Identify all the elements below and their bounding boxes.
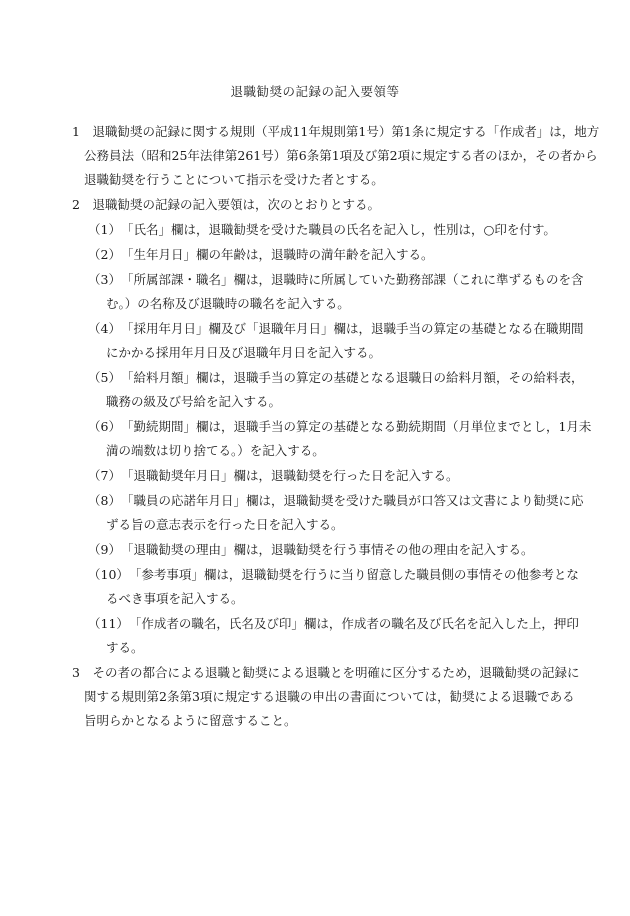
text-line: （4） 「採用年月日」欄及び「退職年月日」欄は，退職手当の算定の基礎となる在職期間 [88, 321, 584, 336]
text-line: にかかる採用年月日及び退職年月日を記入する。 [106, 345, 382, 360]
text-line: 2 退職勧奨の記録の記入要領は，次のとおりとする。 [72, 197, 380, 212]
text-line: （8） 「職員の応諾年月日」欄は，退職勧奨を受けた職員が口答又は文書により勧奨に応 [88, 493, 584, 508]
text-line: む。）の名称及び退職時の職名を記入する。 [106, 296, 350, 311]
text-line: （3） 「所属部課・職名」欄は，退職時に所属していた勤務部課（これに準ずるものを含 [88, 272, 584, 287]
text-line: （7） 「退職勧奨年月日」欄は，退職勧奨を行った日を記入する。 [88, 468, 459, 483]
text-line: （6） 「勤続期間」欄は，退職手当の算定の基礎となる勤続期間（月単位までとし，1月未 [88, 419, 592, 434]
text-line: ずる旨の意志表示を行った日を記入する。 [106, 517, 344, 532]
text-line: （1） 「氏名」欄は，退職勧奨を受けた職員の氏名を記入し，性別は，○印を付す。 [88, 222, 556, 237]
text-line: （9） 「退職勧奨の理由」欄は，退職勧奨を行う事情その他の理由を記入する。 [88, 542, 534, 557]
text-line: るべき事項を記入する。 [106, 591, 244, 606]
text-line: 職務の級及び号給を記入する。 [106, 394, 282, 409]
text-line: （11） 「作成者の職名，氏名及び印」欄は，作成者の職名及び氏名を記入した上，押印 [88, 616, 579, 631]
text-line: 旨明らかとなるように留意すること。 [84, 713, 297, 728]
text-line: 1 退職勧奨の記録に関する規則（平成11年規則第1号）第1条に規定する「作成者」は，地方 [72, 124, 600, 139]
text-line: 満の端数は切り捨てる。）を記入する。 [106, 443, 325, 458]
text-line: する。 [106, 640, 144, 655]
text-line: （10） 「参考事項」欄は，退職勧奨を行うに当り留意した職員側の事情その他参考とな [88, 567, 579, 582]
text-line: 退職勧奨を行うことについて指示を受けた者とする。 [84, 172, 384, 187]
text-line: （2） 「生年月日」欄の年齢は，退職時の満年齢を記入する。 [88, 247, 434, 262]
text-line: （5） 「給料月額」欄は，退職手当の算定の基礎となる退職日の給料月額，その給料表， [88, 370, 584, 385]
text-line: 関する規則第2条第3項に規定する退職の申出の書面については，勧奨による退職である [84, 689, 575, 704]
text-line: 3 その者の都合による退職と勧奨による退職とを明確に区分するため，退職勧奨の記録に [72, 665, 580, 680]
text-line: 公務員法（昭和25年法律第261号）第6条第1項及び第2項に規定する者のほか，その者から [84, 148, 598, 163]
document-title: 退職勧奨の記録の記入要領等 [230, 84, 400, 99]
